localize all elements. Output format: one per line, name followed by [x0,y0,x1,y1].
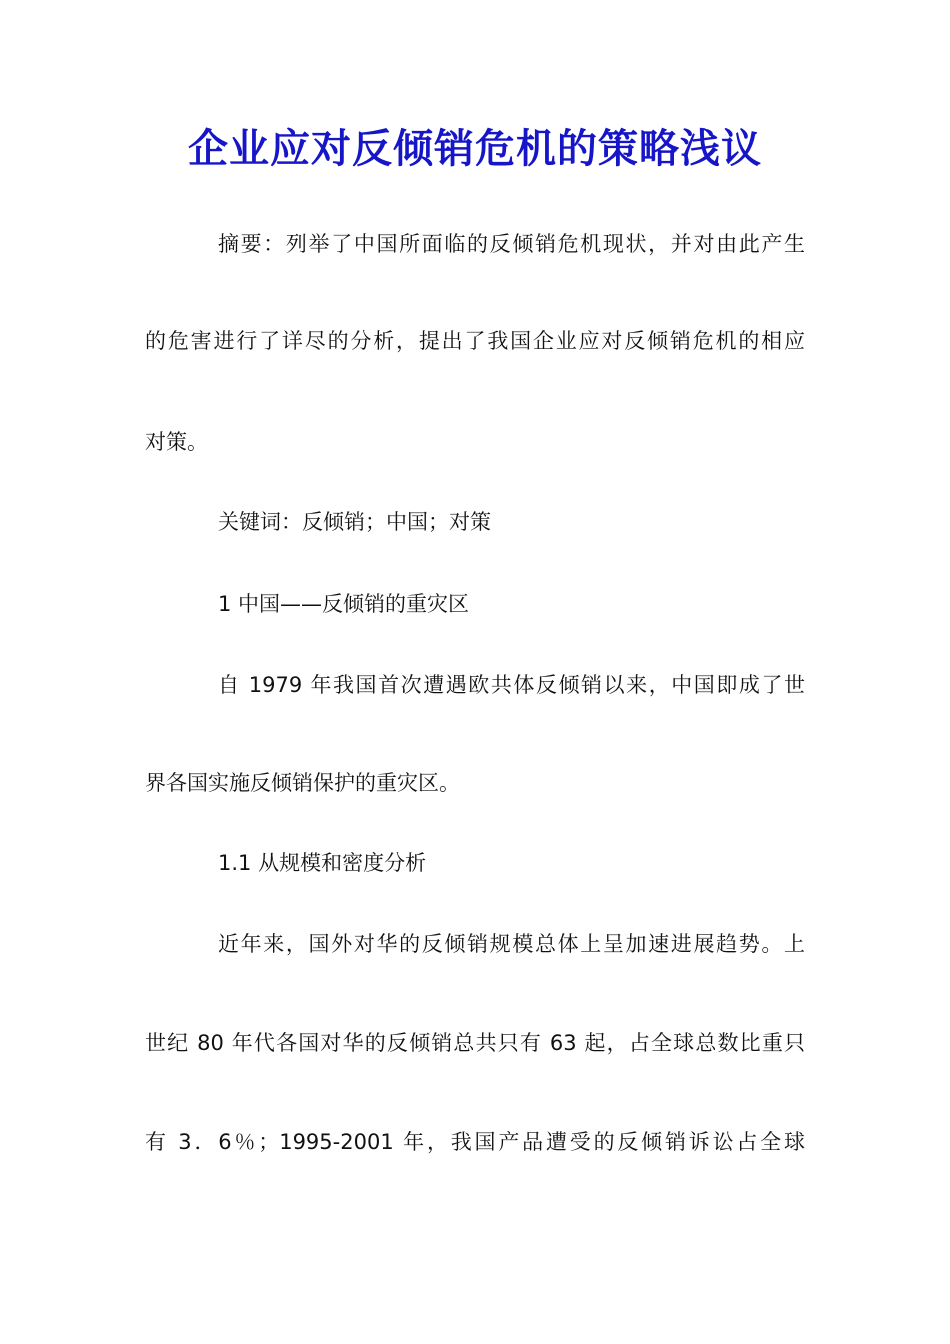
abstract-line-1: 摘要：列举了中国所面临的反倾销危机现状，并对由此产生 [218,232,805,256]
abstract-line-3: 对策。 [145,430,208,454]
abstract-line-2: 的危害进行了详尽的分析，提出了我国企业应对反倾销危机的相应 [145,329,805,353]
keywords-line: 关键词：反倾销；中国；对策 [218,510,491,534]
section-heading-1: 1 中国——反倾销的重灾区 [218,592,470,616]
paragraph-1-line-1: 自 1979 年我国首次遭遇欧共体反倾销以来，中国即成了世 [218,673,805,697]
section-heading-1-1: 1.1 从规模和密度分析 [218,851,427,875]
document-title: 企业应对反倾销危机的策略浅议 [188,125,762,172]
paragraph-2-line-2: 世纪 80 年代各国对华的反倾销总共只有 63 起，占全球总数比重只 [145,1031,805,1055]
paragraph-2-line-1: 近年来，国外对华的反倾销规模总体上呈加速进展趋势。上 [218,932,805,956]
paragraph-2-line-3: 有 3．6％；1995-2001 年，我国产品遭受的反倾销诉讼占全球 [145,1130,805,1154]
paragraph-1-line-2: 界各国实施反倾销保护的重灾区。 [145,771,460,795]
